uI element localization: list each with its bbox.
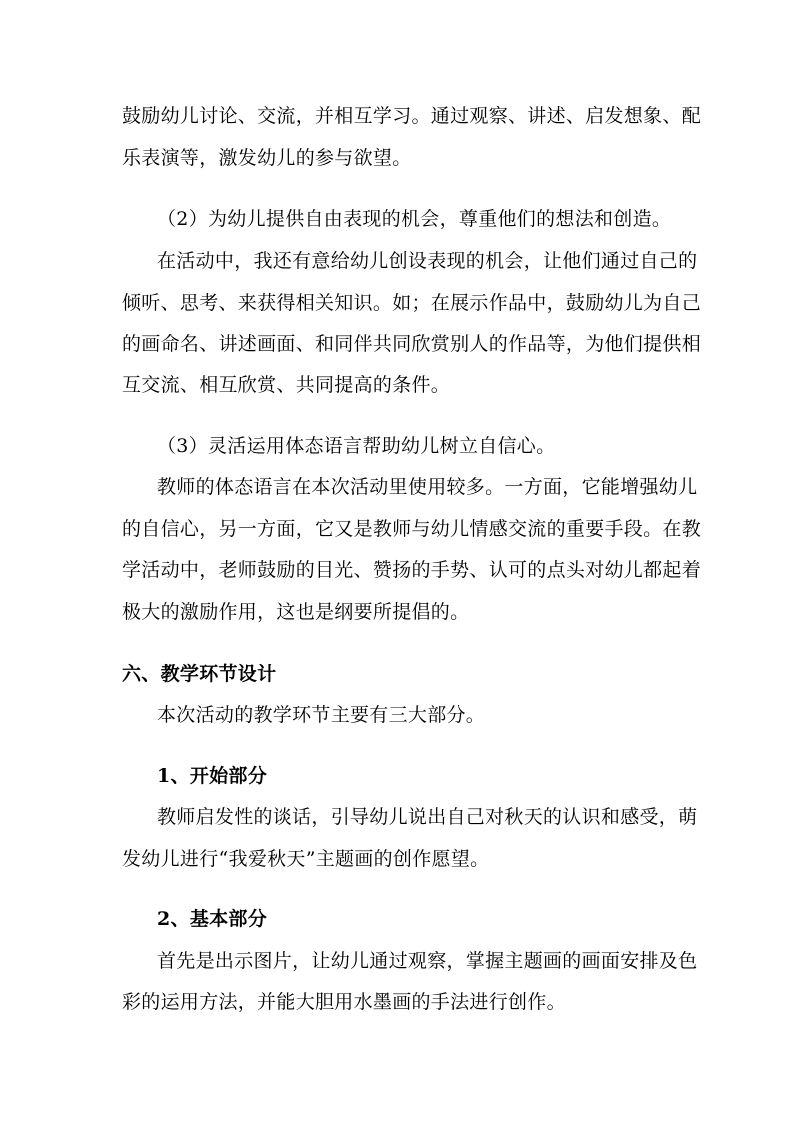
paragraph-line: 学活动中，老师鼓励的目光、赞扬的手势、认可的点头对幼儿都起着 [122,559,702,581]
section-heading: 六、教学环节设计 [122,663,277,685]
paragraph-line: 乐表演等，激发幼儿的参与欲望。 [122,147,412,169]
subsection-heading-2: 2、基本部分 [157,908,268,930]
paragraph-line: 本次活动的教学环节主要有三大部分。 [157,704,486,726]
paragraph-line: 发幼儿进行“我爱秋天”主题画的创作愿望。 [122,848,490,870]
paragraph-line: 极大的激励作用，这也是纲要所提倡的。 [122,601,470,623]
subheading-3: （3）灵活运用体态语言帮助幼儿树立自信心。 [157,435,556,457]
paragraph-line: 的自信心，另一方面，它又是教师与幼儿情感交流的重要手段。在教 [122,518,702,540]
subheading-2: （2）为幼儿提供自由表现的机会，尊重他们的想法和创造。 [157,208,672,230]
paragraph-line: 首先是出示图片，让幼儿通过观察，掌握主题画的画面安排及色 [157,950,698,972]
paragraph-line: 的画命名、讲述画面、和同伴共同欣赏别人的作品等，为他们提供相 [122,333,702,355]
paragraph-line: 教师的体态语言在本次活动里使用较多。一方面，它能增强幼儿 [157,476,698,498]
paragraph-line: 在活动中，我还有意给幼儿创设表现的机会，让他们通过自己的 [157,250,698,272]
paragraph-line: 鼓励幼儿讨论、交流，并相互学习。通过观察、讲述、启发想象、配 [122,105,702,127]
subsection-heading-1: 1、开始部分 [157,765,268,787]
paragraph-line: 教师启发性的谈话，引导幼儿说出自己对秋天的认识和感受，萌 [157,806,698,828]
paragraph-line: 倾听、思考、来获得相关知识。如；在展示作品中，鼓励幼儿为自己 [122,292,702,314]
paragraph-line: 互交流、相互欣赏、共同提高的条件。 [122,374,451,396]
paragraph-line: 彩的运用方法，并能大胆用水墨画的手法进行创作。 [122,991,566,1013]
